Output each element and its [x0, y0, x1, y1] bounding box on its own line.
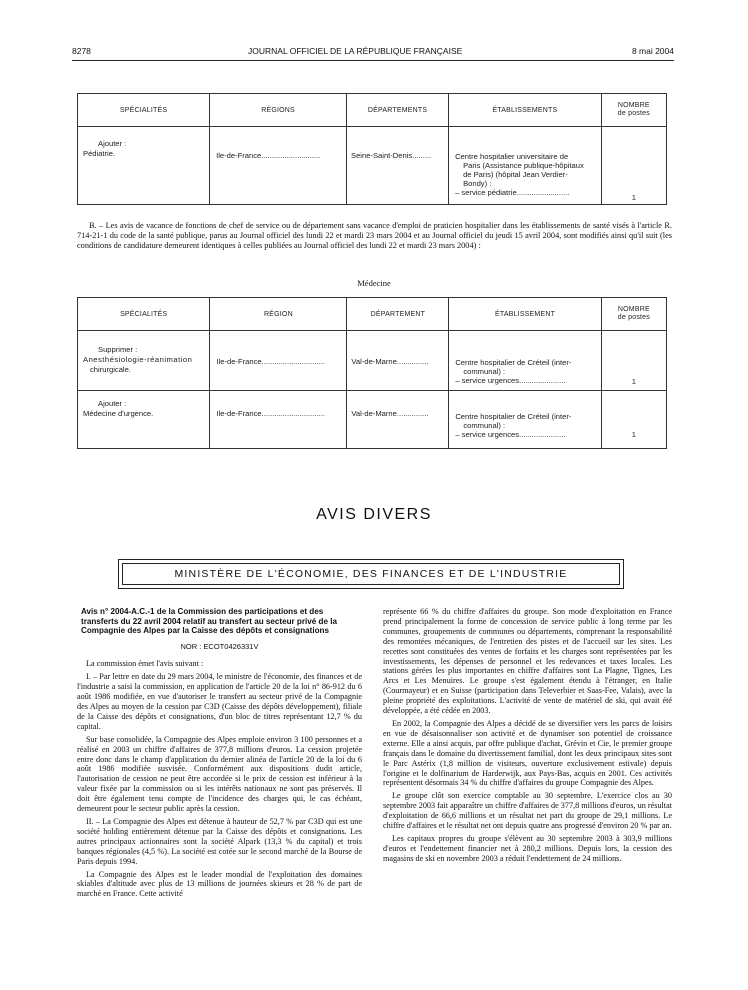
etablissement-cell	[449, 127, 602, 205]
body-paragraph: En 2002, la Compagnie des Alpes a décidé de se diversifier vers les parcs de loisirs en vue de désaisonnaliser son activité et de dynamiser son potentiel de croissance externe. Elle a ainsi acquis, par offre publique d'achat, Grévin et Cie, le premier groupe français dans le domaine du divertissement familial, dont les deux principaux sites sont le Parc Astérix (1,8 million de visiteurs, ouverture exclusivement estivale) depuis l'origine et le dolfinarium de Harderwijk, aux Pays-Bas, acquis en 2001. Ces activités représentent désormais 34 % du chiffre d'affaires du groupe Compagnie des Alpes.	[383, 718, 672, 788]
vacancy-table-2	[77, 297, 667, 449]
etab-line: communal) :	[463, 367, 506, 376]
nombre-label: NOMBRE	[617, 102, 650, 109]
left-column	[77, 607, 362, 902]
body-paragraph: I. – Par lettre en date du 29 mars 2004, le ministre de l'économie, des finances et de l'industrie a saisi la commission, en application de l'article 20 de la loi n° 86-912 du 6 août 1986 modifiée, en vue d'autoriser le transfert au secteur privé de la Compagnie des Alpes au moyen de la cession par C3D (Caisse des dépôts développement), filiale de la Caisse des dépôts et consignations, d'un bloc de titres représentant 12,7 % du capital.	[77, 672, 362, 731]
col-header-region: RÉGION	[210, 298, 347, 331]
specialite-value: Pédiatrie.	[83, 149, 116, 158]
section-title-medecine: Médecine	[357, 278, 391, 288]
region-cell	[210, 331, 347, 391]
etab-line: – service urgences......................	[455, 376, 566, 385]
departement-value: Val-de-Marne...............	[351, 357, 429, 366]
ministere-heading: MINISTÈRE DE L'ÉCONOMIE, DES FINANCES ET DE L'INDUSTRIE	[122, 563, 620, 585]
col-header-departements: DÉPARTEMENTS	[347, 94, 449, 127]
right-column	[383, 607, 672, 867]
action-label: Ajouter :	[98, 399, 127, 408]
nombre-cell	[601, 331, 666, 391]
nombre-cell	[601, 127, 666, 205]
body-paragraph: La Compagnie des Alpes est le leader mondial de l'exploitation des domaines skiables d'altitude avec plus de 13 millions de journées skieurs et 28 % de part de marché en France. Cette activité	[77, 869, 362, 899]
region-cell	[210, 127, 347, 205]
region-value: Ile-de-France............................	[216, 151, 321, 160]
etab-line: Centre hospitalier universitaire de	[455, 152, 569, 161]
section-heading-avis-divers: AVIS DIVERS	[316, 506, 432, 523]
nombre-value: 1	[631, 193, 636, 202]
region-cell	[210, 391, 347, 449]
col-header-specialites: SPÉCIALITÉS	[78, 94, 210, 127]
etab-line: Centre hospitalier de Créteil (inter-	[455, 412, 572, 421]
etab-line: – service urgences......................	[455, 430, 566, 439]
departement-cell	[347, 331, 449, 391]
table-row	[78, 127, 667, 205]
nombre-cell	[601, 391, 666, 449]
body-paragraph: représente 66 % du chiffre d'affaires du groupe. Son mode d'exploitation en France prend principalement la forme de concession de service public à long terme par les communes, groupements de communes ou départements, comprenant la responsabilité des remontées mécaniques, de l'entretien des pistes et de l'accueil sur les sites. Les recettes sont constituées des ventes de forfaits et les charges sont représentées par les investissements, les dépenses de personnel et les redevances et taxes locales. Les stations gérées les plus importantes en chiffre d'affaires sont La Plagne, Tignes, Les Arcs et Les Menuires. Le groupe s'est également étendu à l'étranger, en Italie (Courmayeur) et en Suisse (participation dans Televerbier et Saas-Fee, Valais), avec la pleine propriété des exploitations. L'activité de vente de matériel de ski, qui avait été développée, a été cédée en 2003.	[383, 607, 672, 716]
page-header	[72, 46, 674, 60]
etab-line: Paris (Assistance publique-hôpitaux	[463, 161, 584, 170]
vacancy-table-1	[77, 93, 667, 205]
specialite-cell	[78, 391, 210, 449]
de-postes-label: de postes	[617, 110, 650, 117]
action-label: Ajouter :	[98, 139, 127, 148]
table-row	[78, 331, 667, 391]
etablissement-cell	[449, 331, 601, 391]
body-paragraph: Le groupe clôt son exercice comptable au 30 septembre. L'exercice clos au 30 septembre 2003 fait apparaître un chiffre d'affaires de 377,8 millions d'euros, un résultat d'exploitation de 66,6 millions et un résultat net part du groupe de 29,1 millions. Le chiffre d'affaires et le résultat net ont depuis quatre ans progressé d'environ 20 % par an.	[383, 791, 672, 831]
col-header-specialites: SPÉCIALITÉS	[78, 298, 210, 331]
departement-cell	[347, 127, 449, 205]
etablissement-cell	[449, 391, 601, 449]
specialite-value: Anesthésiologie-réanimation	[83, 355, 193, 364]
departement-value: Val-de-Marne...............	[351, 409, 429, 418]
specialite-value-cont: chirurgicale.	[90, 365, 131, 374]
action-label: Supprimer :	[98, 345, 138, 354]
specialite-cell	[78, 331, 210, 391]
table-row	[78, 391, 667, 449]
col-header-etablissements: ÉTABLISSEMENTS	[449, 94, 602, 127]
region-value: Ile-de-France..............................	[216, 409, 325, 418]
departement-value: Seine-Saint-Denis.........	[351, 151, 432, 160]
col-header-regions: RÉGIONS	[210, 94, 347, 127]
etab-line: communal) :	[463, 421, 506, 430]
publication-date: 8 mai 2004	[631, 46, 674, 56]
page-number: 8278	[72, 46, 91, 56]
etab-line: – service pédiatrie.........................	[455, 188, 570, 197]
de-postes-label: de postes	[617, 314, 650, 321]
nombre-label: NOMBRE	[617, 306, 650, 313]
nor-reference: NOR : ECOT0426331V	[180, 641, 259, 651]
specialite-cell	[78, 127, 210, 205]
body-paragraph: Les capitaux propres du groupe s'élèvent au 30 septembre 2003 à 303,9 millions d'euros et l'endettement financier net à 280,2 millions. Depuis lors, la cession des magasins de ski en novembre 2003 a réduit l'endettement de 24 millions.	[383, 833, 672, 863]
paragraph-b: B. – Les avis de vacance de fonctions de chef de service ou de département sans vacance d'emploi de praticien hospitalier dans les établissements de santé visés à l'article R. 714-21-1 du code de la santé publique, parus au Journal officiel des lundi 22 et mardi 23 mars 2004 et au Journal officiel du jeudi 15 avril 2004, sont modifiés ainsi qu'il suit (les conditions de candidature demeurent identiques à celles publiées au Journal officiel des lundi 22 et mardi 23 mars 2004) :	[77, 221, 672, 250]
departement-cell	[347, 391, 449, 449]
avis-title: Avis n° 2004-A.C.-1 de la Commission des participations et des transferts du 22 avril 2004 relatif au transfert au secteur privé de la Compagnie des Alpes par la Caisse des dépôts et consignations	[81, 607, 337, 635]
col-header-departement: DÉPARTEMENT	[347, 298, 449, 331]
body-paragraph: Sur base consolidée, la Compagnie des Alpes emploie environ 3 100 personnes et a réalisé en 2003 un chiffre d'affaires de 377,8 millions d'euros. La cession projetée entre donc dans le champ d'application du dernier alinéa de l'article 20 de la loi du 6 août 1986 modifiée susvisée. Conformément aux dispositions dudit article, l'autorisation de cession ne peut être accordée si le prix de cession est inférieur à la valeur fixée par la commission ou si les intérêts nationaux ne sont pas préservés. Il doit être également tenu compte de l'incidence des charges qui, le cas échéant, demeurent pour le secteur public après la cession.	[77, 734, 362, 814]
col-header-nombre	[601, 94, 666, 127]
etab-line: Bondy) :	[463, 179, 492, 188]
col-header-etablissement: ÉTABLISSEMENT	[449, 298, 601, 331]
body-paragraph: La commission émet l'avis suivant :	[86, 659, 204, 669]
nombre-value: 1	[631, 430, 636, 439]
col-header-nombre	[601, 298, 666, 331]
nombre-value: 1	[631, 377, 636, 386]
etab-line: de Paris) (hôpital Jean Verdier-	[463, 170, 568, 179]
body-paragraph: II. – La Compagnie des Alpes est détenue à hauteur de 52,7 % par C3D qui est une société holding entièrement détenue par la Caisse des dépôts et consignations. Les autres principaux actionnaires sont la société Alpark (13,3 % du capital) et trois banques régionales (4,5 %). La société est cotée sur le second marché de la Bourse de Paris depuis 1994.	[77, 817, 362, 866]
etab-line: Centre hospitalier de Créteil (inter-	[455, 358, 572, 367]
specialite-value: Médecine d'urgence.	[83, 409, 154, 418]
journal-title: JOURNAL OFFICIEL DE LA RÉPUBLIQUE FRANÇAISE	[248, 46, 463, 56]
region-value: Ile-de-France..............................	[216, 357, 325, 366]
header-rule	[72, 60, 674, 61]
